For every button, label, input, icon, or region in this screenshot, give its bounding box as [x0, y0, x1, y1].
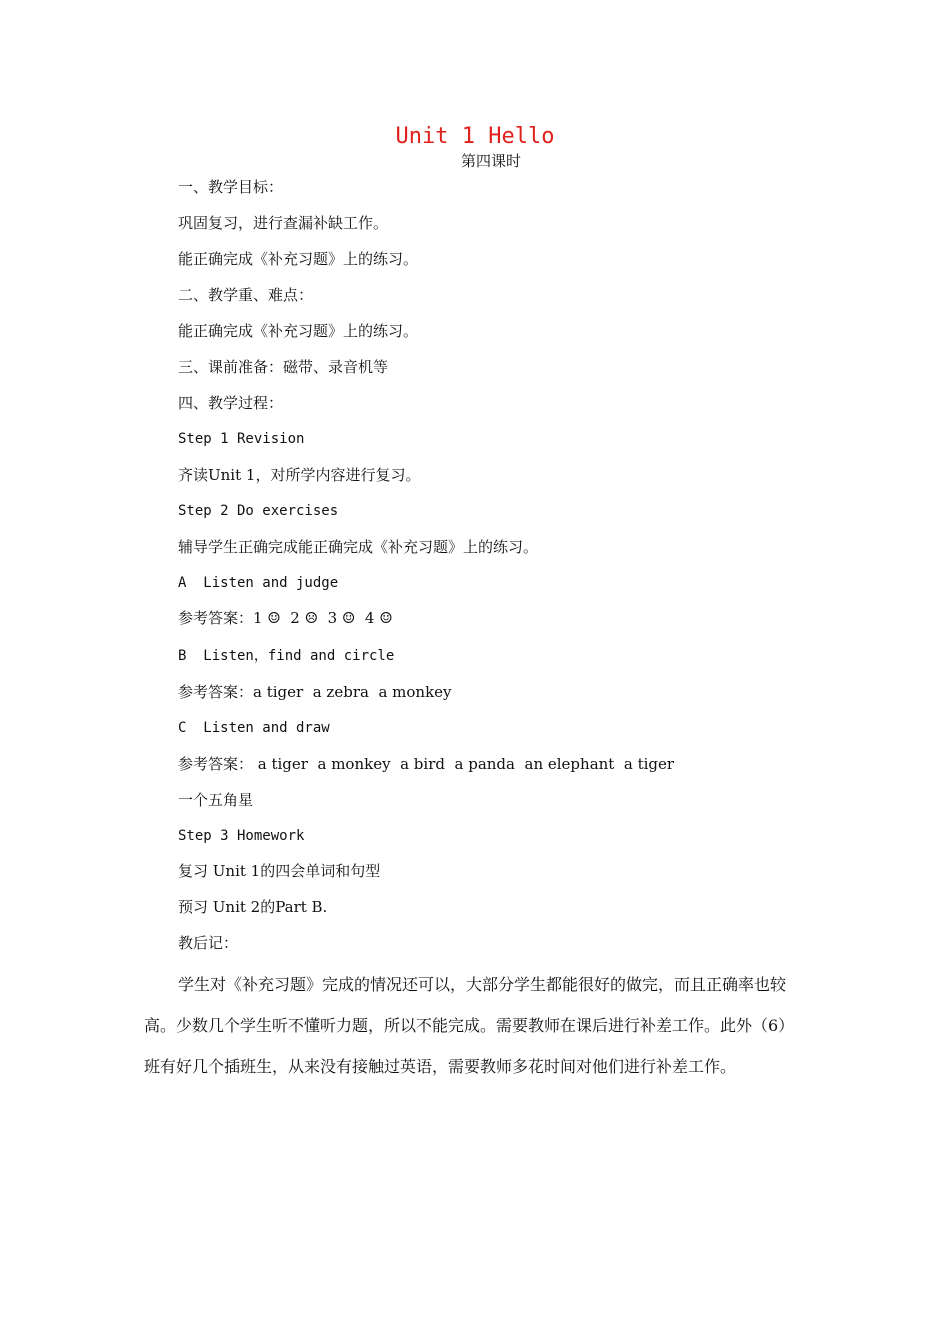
section-heading-key-points: 二、教学重、难点：	[178, 286, 314, 304]
section-heading-process: 四、教学过程：	[178, 394, 284, 412]
exercise-heading: A Listen and judge	[178, 575, 339, 591]
text-line: 复习 Unit 1的四会单词和句型	[178, 862, 381, 880]
text-line: 辅导学生正确完成能正确完成《补充习题》上的练习。	[178, 538, 539, 556]
step-heading: Step 1 Revision	[178, 431, 305, 447]
exercise-heading: B Listen，find and circle	[178, 648, 395, 664]
answer-line: 参考答案：1 ☺ 2 ☹ 3 ☺ 4 ☺	[178, 609, 393, 627]
exercise-heading: C Listen and draw	[178, 720, 330, 736]
answer-line: 参考答案： a tiger a monkey a bird a panda an elephant a tiger	[178, 755, 675, 773]
text-line: 能正确完成《补充习题》上的练习。	[178, 322, 419, 340]
document-subtitle: 第四课时	[460, 152, 521, 170]
section-heading-preparation: 三、课前准备：磁带、录音机等	[178, 358, 389, 376]
text-line: 一个五角星	[178, 791, 254, 809]
text-line: 预习 Unit 2的Part B.	[178, 898, 328, 916]
document-title: Unit 1 Hello	[395, 124, 555, 149]
text-line: 齐读Unit 1，对所学内容进行复习。	[178, 466, 421, 484]
section-heading-objectives: 一、教学目标：	[178, 178, 284, 196]
step-heading: Step 2 Do exercises	[178, 503, 339, 519]
section-heading-reflection: 教后记：	[178, 934, 239, 952]
reflection-paragraph: 学生对《补充习题》完成的情况还可以，大部分学生都能很好的做完，而且正确率也较高。少数几个学生听不懂听力题，所以不能完成。需要教师在课后进行补差工作。此外（6）班有好几个插班生，从来没有接触过英语，需要教师多花时间对他们进行补差工作。	[144, 975, 795, 1076]
step-heading: Step 3 Homework	[178, 828, 305, 844]
text-line: 巩固复习，进行查漏补缺工作。	[178, 214, 389, 232]
answer-line: 参考答案：a tiger a zebra a monkey	[178, 683, 452, 701]
text-line: 能正确完成《补充习题》上的练习。	[178, 250, 419, 268]
